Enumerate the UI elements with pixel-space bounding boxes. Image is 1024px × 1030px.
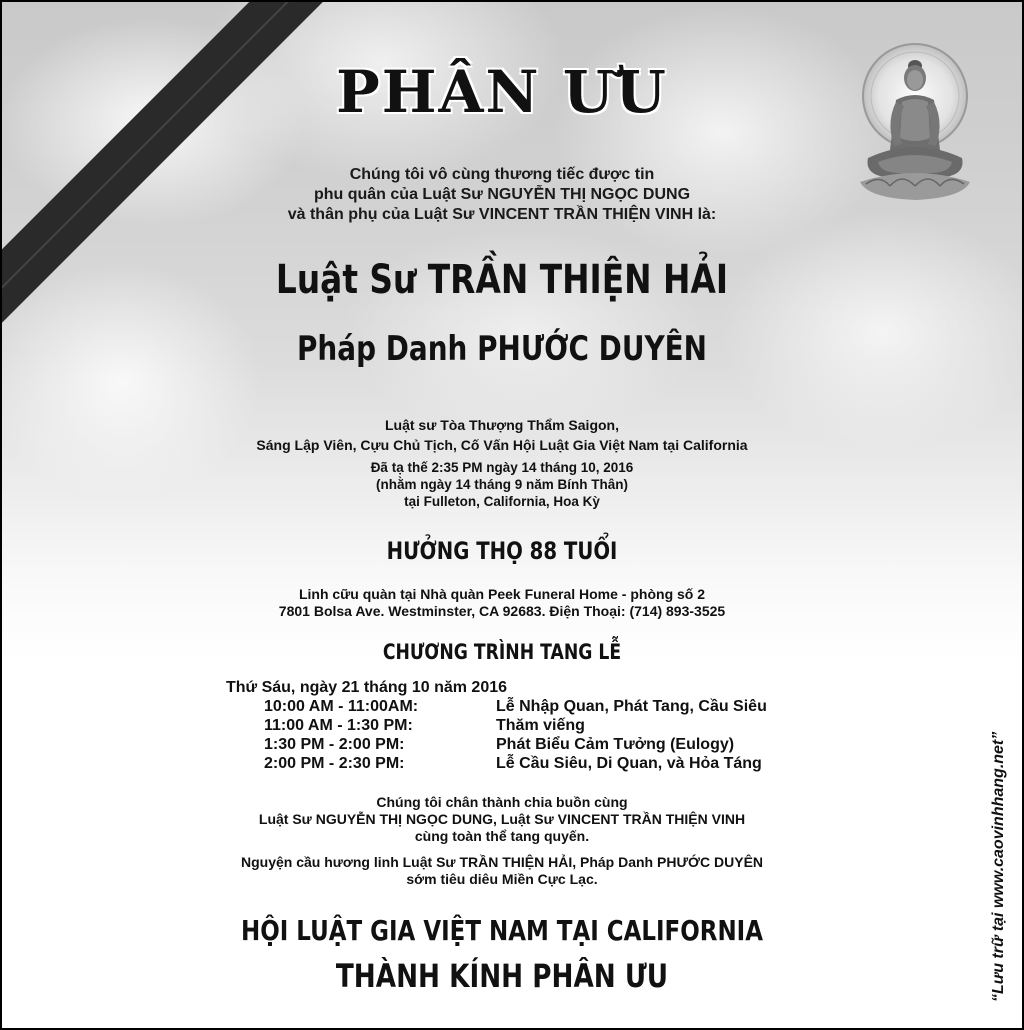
program-item-event: Thăm viếng <box>496 717 585 734</box>
details-line-3: Đã tạ thế 2:35 PM ngày 14 tháng 10, 2016 <box>370 460 634 475</box>
viewing-line-2: 7801 Bolsa Ave. Westminster, CA 92683. Điện Thoại: (714) 893-3525 <box>278 603 726 619</box>
program-item-event: Lễ Cầu Siêu, Di Quan, và Hỏa Táng <box>496 755 762 772</box>
condolence-line-2: Luật Sư NGUYỄN THỊ NGỌC DUNG, Luật Sư VINCENT TRẦN THIỆN VINH <box>258 811 746 827</box>
program-heading: CHƯƠNG TRÌNH TANG LỄ <box>382 640 622 664</box>
details-line-4: (nhằm ngày 14 tháng 9 năm Bính Thân) <box>375 477 629 492</box>
condolence-line-1: Chúng tôi chân thành chia buồn cùng <box>376 794 628 810</box>
program-item-time: 10:00 AM - 11:00AM: <box>264 698 419 715</box>
archive-watermark: “Lưu trữ tại www.caovinhhang.net” <box>990 731 1007 1002</box>
program-date: Thứ Sáu, ngày 21 tháng 10 năm 2016 <box>226 679 508 696</box>
age-heading: HƯỞNG THỌ 88 TUỔI <box>386 537 618 565</box>
organization-name: HỘI LUẬT GIA VIỆT NAM TẠI CALIFORNIA <box>241 914 763 947</box>
closing-text: THÀNH KÍNH PHÂN ƯU <box>335 957 669 995</box>
viewing-line-1: Linh cữu quàn tại Nhà quàn Peek Funeral Home - phòng số 2 <box>298 586 706 602</box>
program-item-event: Lễ Nhập Quan, Phát Tang, Cầu Siêu <box>496 698 767 715</box>
intro-line-3: và thân phụ của Luật Sư VINCENT TRẦN THIỆN VINH là: <box>287 206 717 223</box>
details-line-5: tại Fulleton, California, Hoa Kỳ <box>404 494 600 509</box>
page-title: PHÂN ƯU <box>336 58 668 126</box>
condolence-line-4: Nguyện cầu hương linh Luật Sư TRẦN THIỆN HẢI, Pháp Danh PHƯỚC DUYÊN <box>240 854 764 870</box>
details-line-2: Sáng Lập Viên, Cựu Chủ Tịch, Cố Vấn Hội Luật Gia Việt Nam tại California <box>256 437 748 453</box>
details-line-1: Luật sư Tòa Thượng Thẩm Saigon, <box>384 417 619 433</box>
dharma-name: Pháp Danh PHƯỚC DUYÊN <box>296 329 708 369</box>
condolence-line-3: cùng toàn thể tang quyến. <box>414 828 590 844</box>
intro-line-1: Chúng tôi vô cùng thương tiếc được tin <box>349 166 655 183</box>
intro-line-2: phu quân của Luật Sư NGUYỄN THỊ NGỌC DUNG <box>313 186 691 203</box>
program-item-time: 1:30 PM - 2:00 PM: <box>264 736 405 753</box>
condolence-line-5: sớm tiêu diêu Miền Cực Lạc. <box>406 871 598 887</box>
program-item-time: 2:00 PM - 2:30 PM: <box>264 755 405 772</box>
deceased-name: Luật Sư TRẦN THIỆN HẢI <box>275 257 729 303</box>
program-item-event: Phát Biểu Cảm Tưởng (Eulogy) <box>496 736 735 753</box>
program-item-time: 11:00 AM - 1:30 PM: <box>264 717 413 734</box>
